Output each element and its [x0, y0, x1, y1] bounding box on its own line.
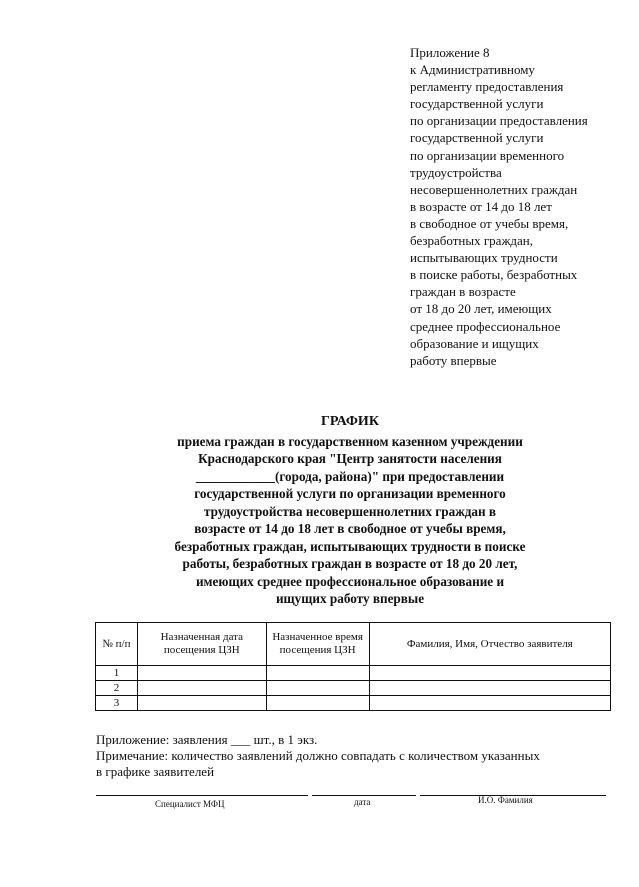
annex-line: по организации временного — [410, 147, 565, 163]
signature-line-date — [312, 795, 416, 796]
label-date: дата — [354, 797, 371, 807]
row-number: 3 — [96, 696, 138, 711]
signature-line-specialist — [96, 795, 308, 796]
annex-line: от 18 до 20 лет, имеющих — [410, 301, 552, 317]
row-number: 2 — [96, 681, 138, 696]
annex-line: государственной услуги — [410, 130, 544, 146]
annex-line: образование и ищущих — [410, 335, 539, 351]
document-title — [80, 413, 620, 608]
title-line: работы, безработных граждан в возрасте от 18 до 20 лет, — [182, 556, 518, 571]
title-line: ____________(города, района)" при предоставлении — [195, 468, 505, 484]
annex-line: регламенту предоставления — [410, 79, 564, 95]
cell-time — [266, 681, 369, 696]
title-line: безработных граждан, испытывающих трудности в поиске — [174, 538, 526, 554]
attachment-note: Приложение: заявления ___ шт., в 1 экз. — [96, 732, 318, 747]
remark-line: Примечание: количество заявлений должно совпадать с количеством указанных — [96, 748, 540, 763]
notes — [96, 732, 626, 780]
table-header-row — [96, 623, 611, 666]
cell-name — [369, 696, 610, 711]
annex-line: в возрасте от 14 до 18 лет — [410, 198, 552, 214]
annex-line: граждан в возрасте — [410, 284, 516, 300]
title-line: государственной услуги по организации временного — [194, 486, 506, 501]
cell-time — [266, 666, 369, 681]
annex-line: безработных граждан, — [410, 233, 534, 249]
title-line: Краснодарского края "Центр занятости населения — [198, 451, 502, 466]
row-number: 1 — [96, 666, 138, 681]
schedule-table — [95, 622, 611, 711]
title-main: ГРАФИК — [321, 414, 379, 429]
label-specialist: Специалист МФЦ — [155, 799, 225, 809]
annex-line: трудоустройства — [410, 164, 502, 180]
annex-line: в поиске работы, безработных — [410, 267, 578, 283]
title-line: возрасте от 14 до 18 лет в свободное от учебы время, — [194, 521, 506, 536]
annex-line: работу впервые — [410, 352, 497, 368]
annex-line: государственной услуги — [410, 96, 544, 112]
cell-name — [369, 666, 610, 681]
table-row — [96, 681, 611, 696]
remark-line: в графике заявителей — [96, 764, 215, 779]
title-line: ищущих работу впервые — [275, 591, 425, 606]
header-time: Назначенное время посещения ЦЗН — [266, 623, 369, 666]
header-date: Назначенная дата посещения ЦЗН — [137, 623, 266, 666]
title-line: трудоустройства несовершеннолетних граждан в — [203, 503, 497, 519]
cell-date — [137, 666, 266, 681]
cell-time — [266, 696, 369, 711]
cell-date — [137, 696, 266, 711]
annex-line: среднее профессиональное — [410, 318, 561, 334]
table-row — [96, 666, 611, 681]
table-row — [96, 696, 611, 711]
annex-line: несовершеннолетних граждан — [410, 181, 578, 197]
annex-line: к Административному — [410, 62, 535, 78]
annex-line: испытывающих трудности — [410, 250, 558, 266]
header-name: Фамилия, Имя, Отчество заявителя — [369, 623, 610, 666]
cell-name — [369, 681, 610, 696]
title-line: имеющих среднее профессиональное образование и — [195, 573, 505, 589]
cell-date — [137, 681, 266, 696]
label-name: И.О. Фамилия — [478, 795, 533, 805]
annex-line: в свободное от учебы время, — [410, 215, 569, 231]
annex-line: Приложение 8 — [410, 45, 490, 60]
title-line: приема граждан в государственном казенном учреждении — [177, 433, 523, 449]
annex-line: по организации предоставления — [410, 113, 588, 129]
annex-header — [410, 44, 635, 369]
header-num: № п/п — [96, 623, 138, 666]
